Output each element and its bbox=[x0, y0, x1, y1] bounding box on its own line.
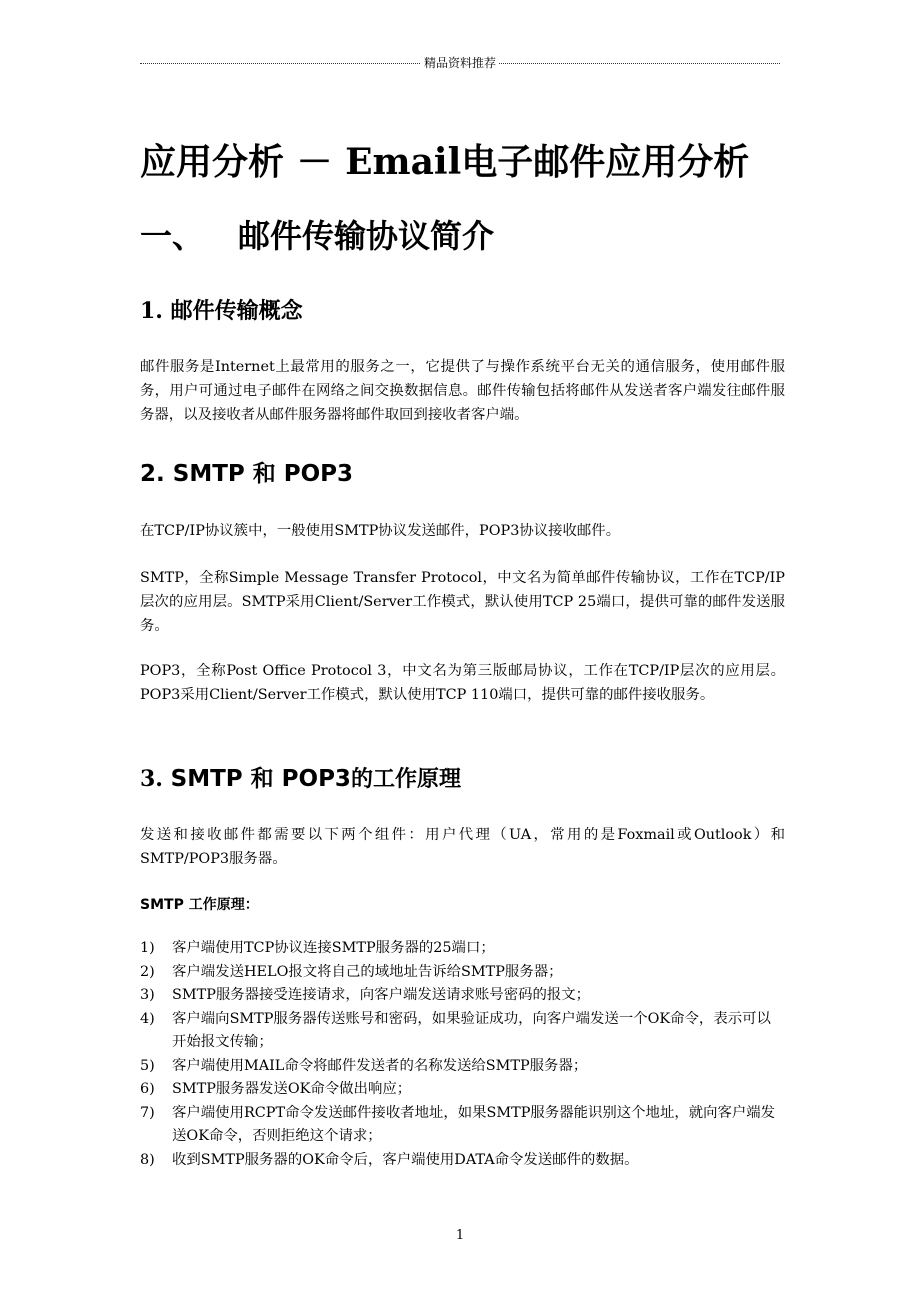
list-item: 5) 客户端使用MAIL命令将邮件发送者的名称发送给SMTP服务器； bbox=[140, 1057, 588, 1074]
paragraph-mail-concept: 邮件服务是Internet上最常用的服务之一，它提供了与操作系统平台无关的通信服务，使用邮件服务，用户可通过电子邮件在网络之间交换数据信息。邮件传输包括将邮件从发送者客户端发往邮件服务器，以及接收者从邮件服务器将邮件取回到接收者客户端。 bbox=[140, 359, 785, 423]
list-item: 6) SMTP服务器发送OK命令做出响应； bbox=[140, 1081, 412, 1097]
heading-protocols: SMTP 和 POP3 bbox=[170, 766, 351, 792]
heading-working-principle bbox=[140, 764, 461, 794]
section-heading bbox=[140, 216, 494, 256]
smtp-steps-list bbox=[140, 937, 785, 1172]
list-item: 4) 客户端向SMTP服务器传送账号和密码，如果验证成功，向客户端发送一个OK命令，表示可以开始报文传输； bbox=[140, 1010, 771, 1050]
heading-rest: 的工作原理 bbox=[350, 766, 461, 792]
heading-smtp-pop3: 2. SMTP 和 POP3 bbox=[140, 461, 354, 487]
subheading-smtp-principle: SMTP 工作原理： bbox=[140, 897, 259, 913]
paragraph-protocol-suite: 在TCP/IP协议簇中，一般使用SMTP协议发送邮件，POP3协议接收邮件。 bbox=[140, 523, 621, 539]
section-title: 邮件传输协议简介 bbox=[238, 217, 495, 255]
header-text: 精品资料推荐 bbox=[421, 54, 499, 72]
section-number: 一、 bbox=[140, 217, 205, 255]
paragraph-pop3: POP3，全称Post Office Protocol 3，中文名为第三版邮局协议，工作在TCP/IP层次的应用层。POP3采用Client/Server工作模式，默认使用TCP 110端口，提供可靠的邮件接收服务。 bbox=[140, 663, 785, 703]
heading-mail-transfer-concept: 1. 邮件传输概念 bbox=[140, 298, 303, 324]
page-header bbox=[140, 54, 780, 72]
document-title: 应用分析 － Email电子邮件应用分析 bbox=[140, 141, 750, 183]
heading-number: 3. bbox=[140, 766, 163, 792]
paragraph-components: 发送和接收邮件都需要以下两个组件：用户代理（UA，常用的是Foxmail或Outlook）和SMTP/POP3服务器。 bbox=[140, 827, 785, 867]
list-item: 7) 客户端使用RCPT命令发送邮件接收者地址，如果SMTP服务器能识别这个地址，就向客户端发送OK命令，否则拒绝这个请求； bbox=[140, 1104, 776, 1144]
paragraph-smtp: SMTP，全称Simple Message Transfer Protocol，中文名为简单邮件传输协议，工作在TCP/IP层次的应用层。SMTP采用Client/Server工作模式，默认使用TCP 25端口，提供可靠的邮件发送服务。 bbox=[140, 570, 785, 634]
list-item: 1) 客户端使用TCP协议连接SMTP服务器的25端口； bbox=[140, 940, 495, 956]
list-item: 8) 收到SMTP服务器的OK命令后，客户端使用DATA命令发送邮件的数据。 bbox=[140, 1151, 639, 1168]
page-number: 1 bbox=[455, 1228, 465, 1243]
list-item: 2) 客户端发送HELO报文将自己的域地址告诉给SMTP服务器； bbox=[140, 963, 563, 980]
list-item: 3) SMTP服务器接受连接请求，向客户端发送请求账号密码的报文； bbox=[140, 987, 591, 1003]
